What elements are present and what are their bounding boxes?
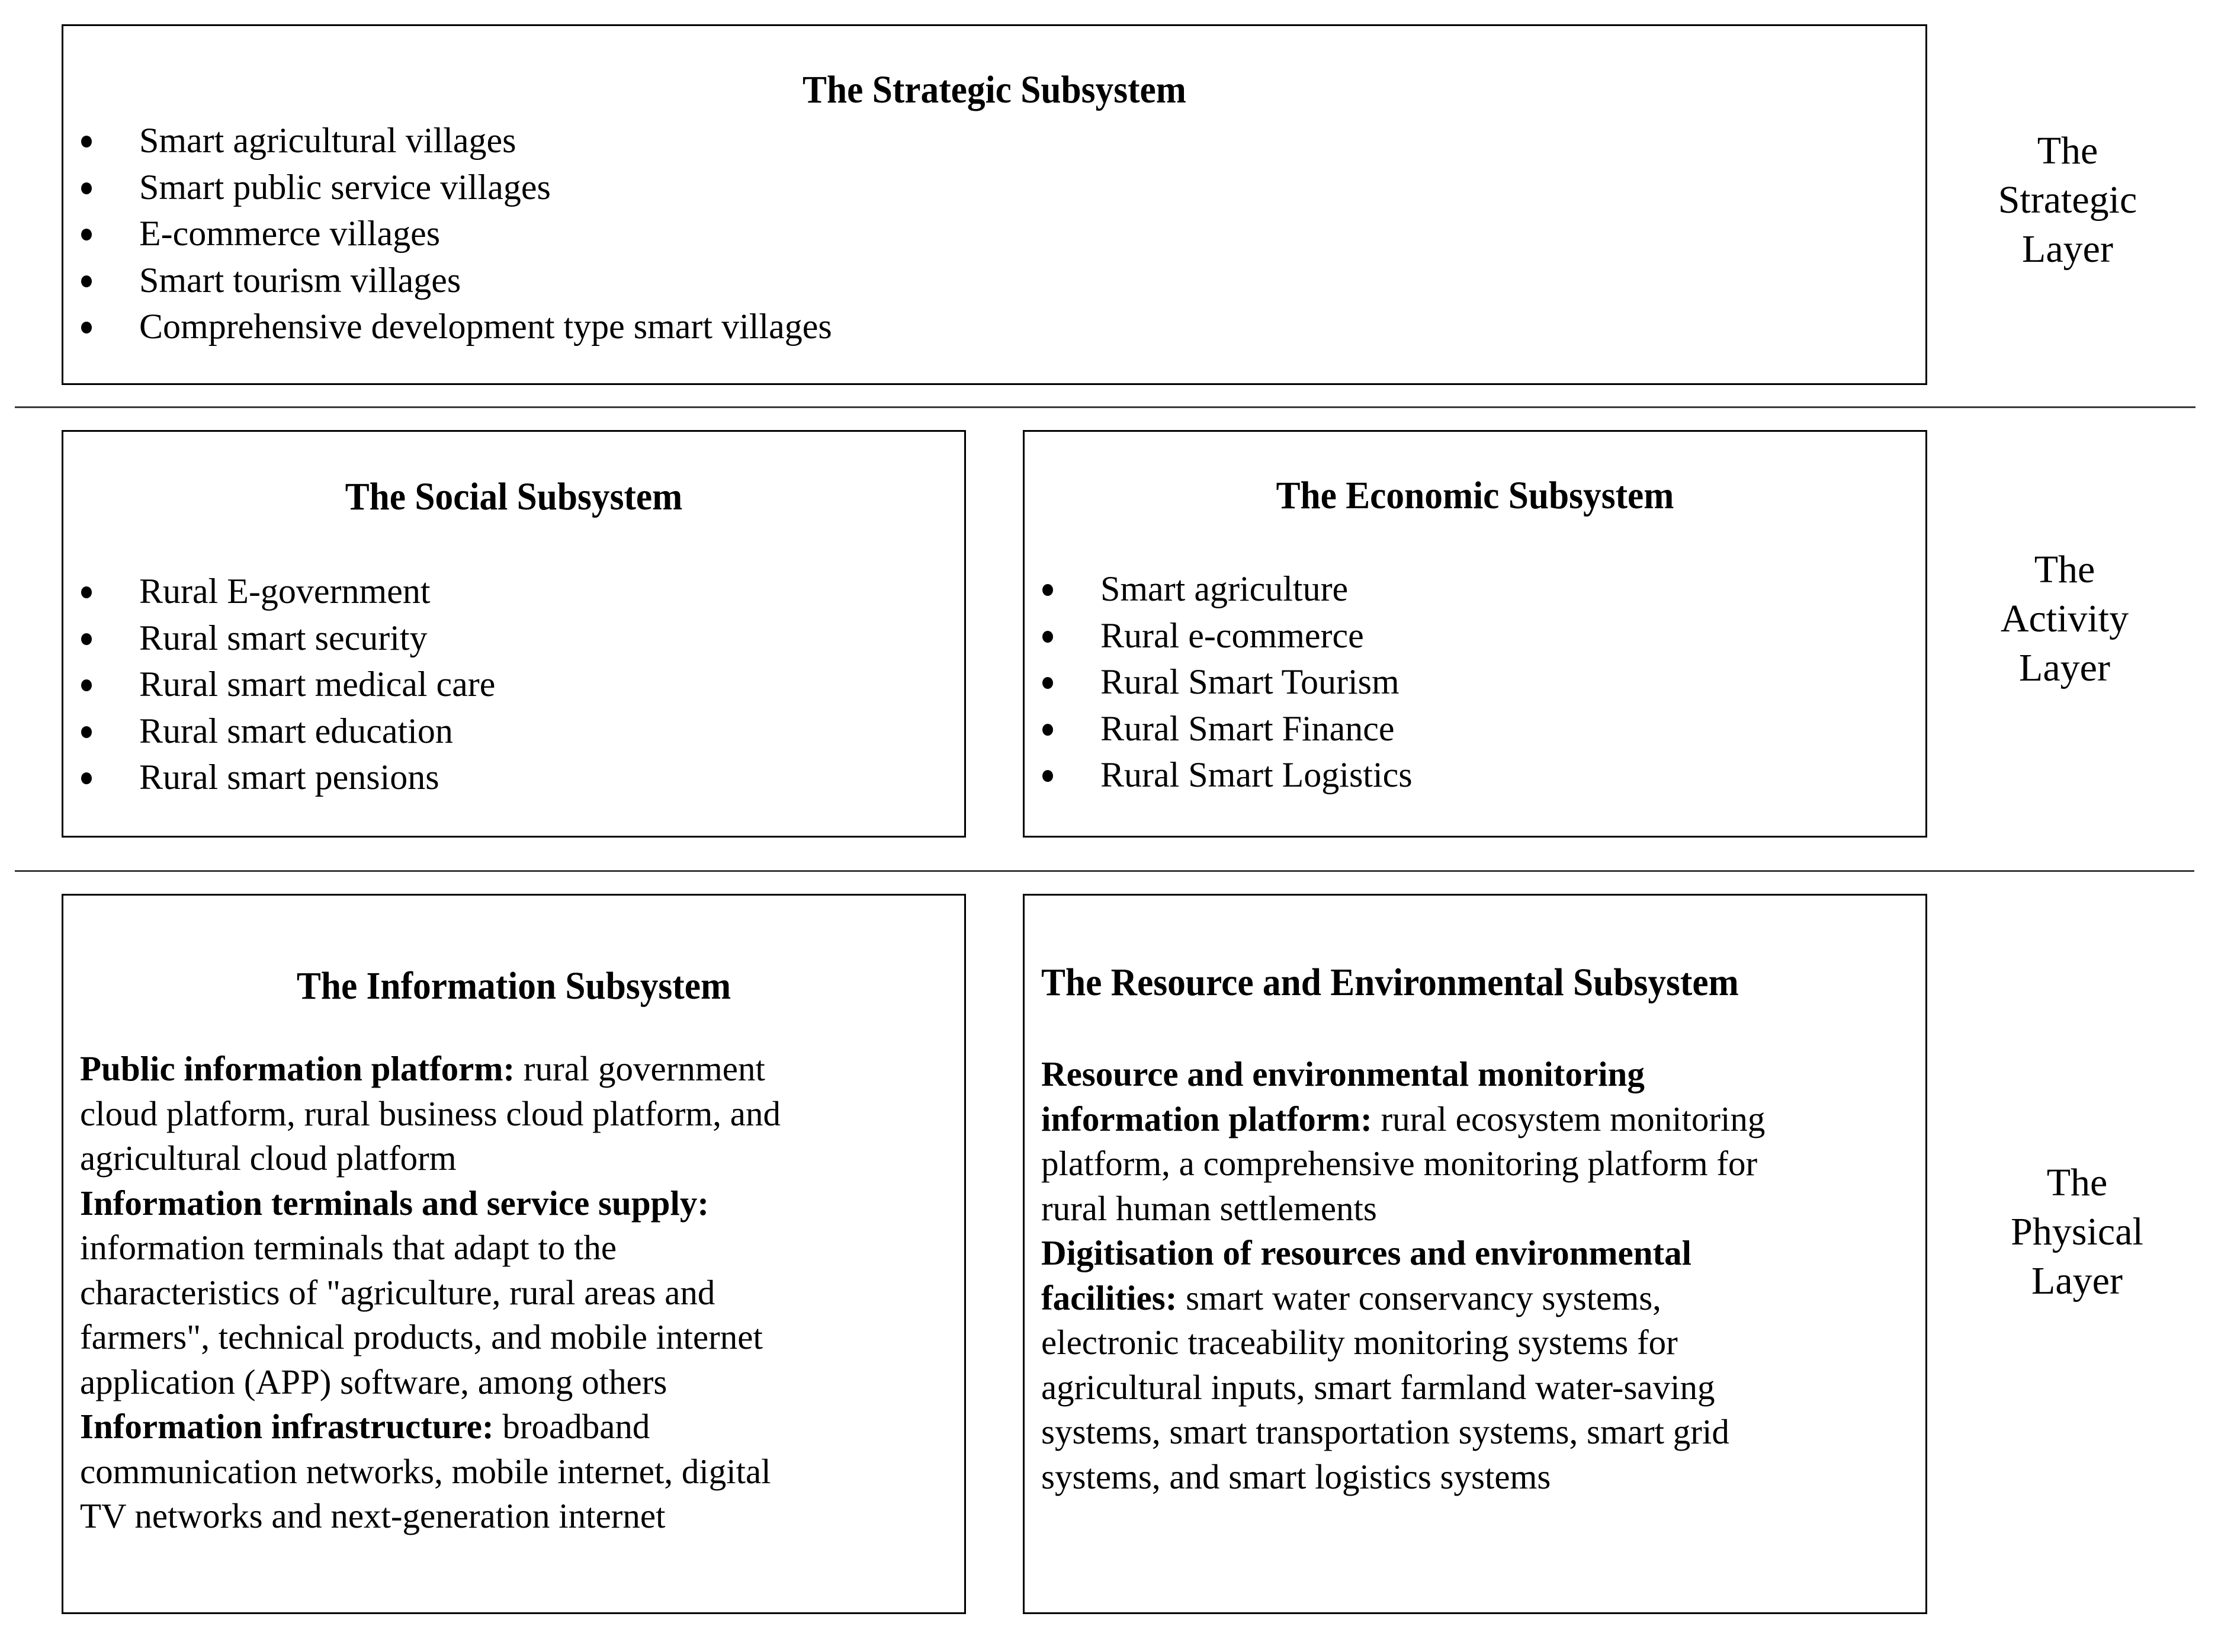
resource-environmental-subsystem-title: The Resource and Environmental Subsystem: [1041, 961, 1739, 1004]
strategic-subsystem-box: [62, 24, 1927, 385]
list-item-text: Smart agricultural villages: [139, 121, 516, 160]
bullet-icon: [1042, 724, 1053, 736]
information-subsystem-box: [62, 894, 966, 1614]
body-line: [1041, 1231, 1765, 1276]
economic-subsystem-box: [1023, 430, 1927, 838]
layer-label-line: Strategic: [1998, 178, 2137, 222]
bullet-icon: [81, 679, 92, 691]
body-line: [80, 1360, 781, 1405]
list-item: [63, 615, 495, 662]
list-item-text: Rural E-government: [139, 572, 431, 611]
body-line: [1041, 1410, 1765, 1455]
body-line: [80, 1404, 781, 1449]
body-line: [80, 1271, 781, 1316]
list-item-text: Smart tourism villages: [139, 260, 461, 300]
list-item-text: Smart agriculture: [1100, 569, 1349, 608]
bullet-icon: [81, 586, 92, 598]
body-text: rural ecosystem monitoring: [1372, 1099, 1766, 1138]
layer-label-line: Layer: [2031, 1259, 2123, 1303]
layer-separator-activity-physical: [15, 870, 2194, 872]
bullet-icon: [81, 182, 92, 194]
list-item-text: Rural Smart Logistics: [1100, 755, 1413, 794]
list-item: [63, 708, 495, 755]
body-text: farmers", technical products, and mobile internet: [80, 1317, 763, 1356]
section-heading-digitisation: Digitisation of resources and environmental: [1041, 1233, 1692, 1272]
body-text: broadband: [493, 1407, 650, 1446]
body-line: [80, 1092, 781, 1137]
bullet-icon: [81, 322, 92, 333]
layer-label-line: The: [2037, 129, 2098, 172]
section-heading-public-information-platform: Public information platform:: [80, 1049, 515, 1088]
list-item: [1025, 705, 1413, 752]
body-line: [80, 1181, 781, 1226]
list-item: [1025, 752, 1413, 798]
list-item: [63, 117, 832, 164]
list-item-text: Rural smart pensions: [139, 758, 439, 797]
body-line: [1041, 1186, 1765, 1231]
body-text: rural government: [515, 1049, 765, 1088]
body-text: information terminals that adapt to the: [80, 1228, 617, 1267]
list-item: [1025, 566, 1413, 612]
layer-label-line: The: [2034, 548, 2095, 591]
body-line: [80, 1047, 781, 1092]
list-item: [1025, 612, 1413, 659]
list-item: [63, 568, 495, 615]
bullet-icon: [1042, 770, 1053, 782]
bullet-icon: [1042, 584, 1053, 596]
body-text: smart water conservancy systems,: [1177, 1278, 1661, 1317]
body-text: application (APP) software, among others: [80, 1362, 667, 1401]
bullet-icon: [81, 275, 92, 287]
resource-environmental-subsystem-body: [1041, 1052, 1765, 1499]
list-item: [63, 661, 495, 708]
layer-label-activity: [1958, 545, 2171, 692]
section-heading-digitisation: facilities:: [1041, 1278, 1177, 1317]
information-subsystem-body: [80, 1047, 781, 1539]
bullet-icon: [81, 726, 92, 738]
body-line: [1041, 1141, 1765, 1186]
bullet-icon: [1042, 631, 1053, 643]
list-item: [63, 210, 832, 257]
resource-environmental-subsystem-box: [1023, 894, 1927, 1614]
body-line: [1041, 1455, 1765, 1500]
section-heading-information-terminals: Information terminals and service supply:: [80, 1183, 709, 1223]
social-subsystem-list: [63, 568, 495, 801]
strategic-subsystem-title: The Strategic Subsystem: [803, 68, 1186, 111]
body-text: systems, and smart logistics systems: [1041, 1457, 1551, 1496]
body-line: [80, 1136, 781, 1181]
layer-label-line: Physical: [2011, 1210, 2143, 1253]
economic-subsystem-list: [1025, 566, 1413, 798]
bullet-icon: [1042, 677, 1053, 689]
social-subsystem-box: [62, 430, 966, 838]
bullet-icon: [81, 772, 92, 784]
layer-label-line: The: [2046, 1161, 2108, 1204]
body-text: TV networks and next-generation internet: [80, 1496, 666, 1535]
layer-separator-strategic-activity: [15, 406, 2195, 408]
strategic-subsystem-list: [63, 117, 832, 350]
body-line: [1041, 1276, 1765, 1321]
body-line: [1041, 1097, 1765, 1142]
body-text: platform, a comprehensive monitoring platform for: [1041, 1144, 1758, 1183]
list-item: [63, 164, 832, 211]
layer-label-line: Layer: [2019, 646, 2110, 689]
list-item-text: Smart public service villages: [139, 167, 551, 207]
list-item-text: Rural Smart Finance: [1100, 708, 1395, 748]
bullet-icon: [81, 633, 92, 645]
body-text: electronic traceability monitoring systems for: [1041, 1323, 1678, 1362]
layer-label-strategic: [1961, 126, 2174, 274]
body-text: cloud platform, rural business cloud platform, and: [80, 1093, 781, 1133]
list-item-text: Rural smart medical care: [139, 665, 496, 704]
body-text: rural human settlements: [1041, 1188, 1377, 1228]
information-subsystem-title: The Information Subsystem: [296, 964, 731, 1008]
section-heading-monitoring-platform: information platform:: [1041, 1099, 1372, 1138]
body-text: agricultural inputs, smart farmland water-saving: [1041, 1367, 1715, 1407]
body-line: [80, 1494, 781, 1539]
body-line: [1041, 1052, 1765, 1097]
list-item-text: Rural smart education: [139, 711, 453, 750]
body-line: [1041, 1365, 1765, 1410]
list-item-text: Comprehensive development type smart villages: [139, 307, 832, 346]
layer-label-line: Activity: [2000, 597, 2129, 640]
section-heading-information-infrastructure: Information infrastructure:: [80, 1407, 494, 1446]
list-item-text: Rural e-commerce: [1100, 615, 1364, 655]
list-item-text: Rural Smart Tourism: [1100, 662, 1400, 701]
list-item-text: Rural smart security: [139, 618, 428, 657]
body-text: agricultural cloud platform: [80, 1138, 457, 1178]
bullet-icon: [81, 229, 92, 240]
section-heading-monitoring-platform: Resource and environmental monitoring: [1041, 1054, 1645, 1093]
economic-subsystem-title: The Economic Subsystem: [1276, 474, 1674, 517]
body-text: systems, smart transportation systems, smart grid: [1041, 1412, 1729, 1451]
body-line: [80, 1449, 781, 1494]
layer-label-line: Layer: [2022, 227, 2113, 271]
list-item: [63, 754, 495, 801]
body-line: [80, 1315, 781, 1360]
list-item-text: E-commerce villages: [139, 214, 441, 253]
bullet-icon: [81, 136, 92, 147]
list-item: [63, 303, 832, 350]
body-text: communication networks, mobile internet, digital: [80, 1451, 771, 1491]
social-subsystem-title: The Social Subsystem: [345, 475, 683, 518]
list-item: [63, 257, 832, 304]
body-line: [1041, 1320, 1765, 1365]
layer-label-physical: [1970, 1158, 2184, 1305]
body-text: characteristics of "agriculture, rural areas and: [80, 1272, 715, 1312]
body-line: [80, 1226, 781, 1271]
list-item: [1025, 659, 1413, 705]
